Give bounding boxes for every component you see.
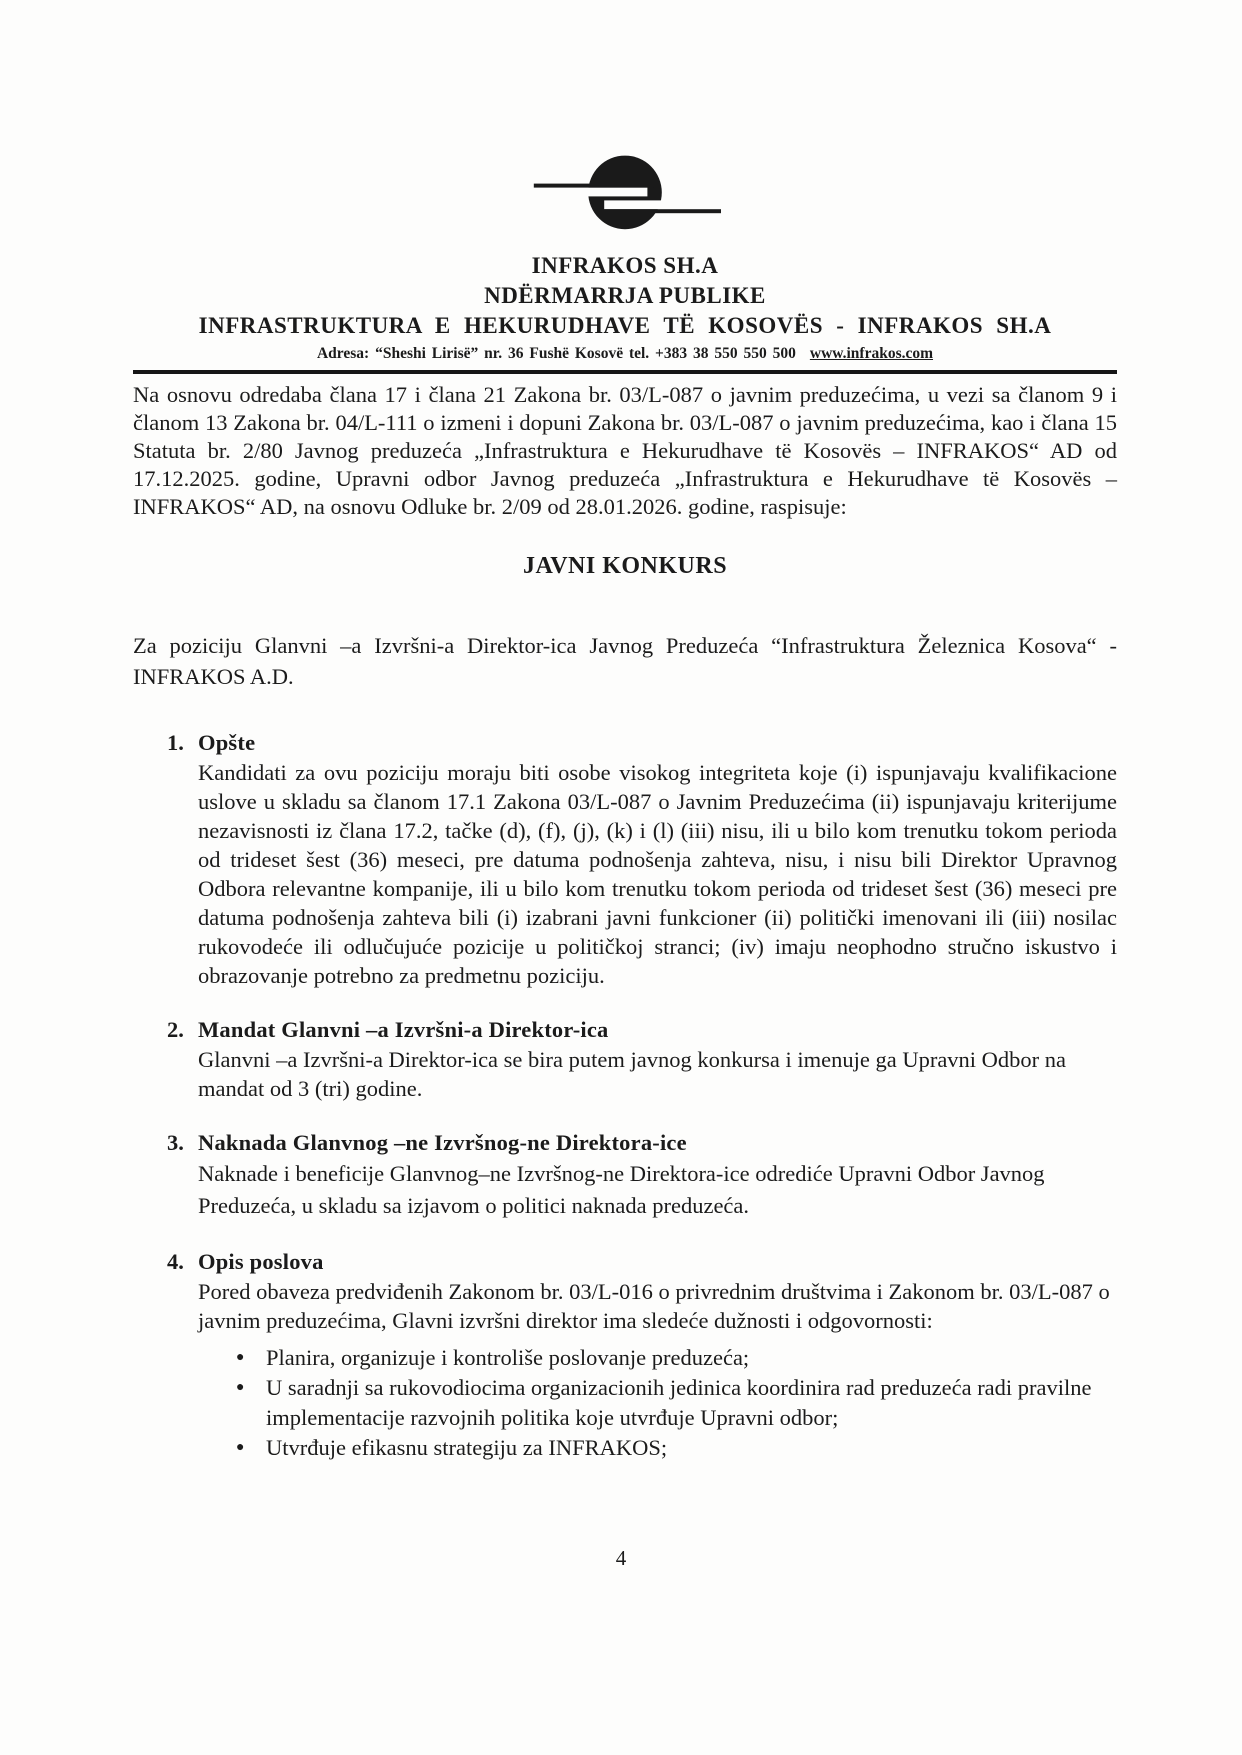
sections-list: [133, 730, 1117, 1463]
section-opis-poslova: [167, 1249, 1117, 1463]
section-body: Kandidati za ovu poziciju moraju biti osobe visokog integriteta koje (i) ispunjavaju kvalifikacione uslove u skladu sa članom 17.1 Zakona 03/L-087 o Javnim Preduzećima (ii) ispunjavaju kriterijume nezavisnosti iz člana 17.2, tačke (d), (f), (j), (k) i (l) (iii) nisu, ili u bilo kom trenutku tokom perioda od trideset šest (36) meseci, pre datuma podnošenja zahteva, nisu, i nisu bili Direktor Upravnog Odbora relevantne kompanije, ili u bilo kom trenutku tokom perioda od trideset šest (36) meseci pre datuma podnošenja zahteva bili (i) izabrani javni funkcioner (ii) politički imenovani ili (iii) nosilac rukovodeće ili odlučujuće pozicije u političkoj stranci; (iv) imaju neophodno stručno iskustvo i obrazovanje potrebno za predmetnu poziciju.: [198, 760, 1117, 988]
address-text: Adresa: “Sheshi Lirisë” nr. 36 Fushë Kosovë tel. +383 38 550 550 500: [316, 345, 796, 362]
section-opste: [167, 730, 1117, 990]
section-body: Pored obaveza predviđenih Zakonom br. 03/L-016 o privrednim društvima i Zakonom br. 03/L-087 o javnim preduzećima, Glavni izvršni direktor ima sledeće dužnosti i odgovornosti:: [198, 1279, 1110, 1333]
bullet-dot-icon: ●: [236, 1440, 245, 1455]
company-name: INFRAKOS SH.A: [531, 253, 719, 278]
bullet-text: Utvrđuje efikasnu strategiju za INFRAKOS;: [266, 1435, 668, 1460]
bullet-dot-icon: ●: [236, 1350, 245, 1365]
org-full-name: INFRASTRUKTURA E HEKURUDHAVE TË KOSOVËS - INFRAKOS SH.A: [198, 313, 1052, 338]
section-mandat: [167, 1017, 1117, 1103]
header-divider: [133, 370, 1117, 374]
bullet-item: [198, 1343, 1117, 1373]
section-number: 3.: [167, 1130, 184, 1155]
section-heading: Mandat Glanvni –a Izvršni-a Direktor-ica: [198, 1017, 609, 1042]
section-naknada: [167, 1130, 1117, 1222]
website-link: www.infrakos.com: [809, 345, 934, 362]
section-content: [198, 1249, 1117, 1463]
bullet-text: U saradnji sa rukovodiocima organizacionih jedinica koordinira rad preduzeća radi pravilne implementacije razvojnih politika koje utvrđuje Upravni odbor;: [266, 1375, 1092, 1430]
section-heading: Opšte: [198, 730, 256, 755]
section-body: Glanvni –a Izvršni-a Direktor-ica se bira putem javnog konkursa i imenuje ga Upravni Odbor na mandat od 3 (tri) godine.: [198, 1047, 1067, 1101]
bullet-text: Planira, organizuje i kontroliše poslovanje preduzeća;: [266, 1345, 750, 1370]
section-content: [198, 1130, 1117, 1222]
section-number: 2.: [167, 1017, 184, 1042]
bullet-item: [198, 1433, 1117, 1463]
section-content: [198, 1017, 1117, 1103]
document-title: JAVNI KONKURS: [522, 553, 728, 579]
section-number: 1.: [167, 730, 184, 755]
duties-bullet-list: [198, 1343, 1117, 1463]
section-heading: Naknada Glanvnog –ne Izvršnog-ne Direktora-ice: [198, 1130, 687, 1155]
position-paragraph: Za poziciju Glanvni –a Izvršni-a Direktor-ica Javnog Preduzeća “Infrastruktura Železnica Kosova“ - INFRAKOS A.D.: [133, 633, 1117, 689]
section-number: 4.: [167, 1249, 184, 1274]
page-number: 4: [615, 1546, 627, 1570]
address-line: [133, 345, 1117, 363]
bullet-item: [198, 1373, 1117, 1433]
section-heading: Opis poslova: [198, 1249, 324, 1274]
section-body: Naknade i beneficije Glanvnog–ne Izvršnog-ne Direktora-ice odrediće Upravni Odbor Javnog Preduzeća, u skladu sa izjavom o politici naknada preduzeća.: [198, 1161, 1045, 1218]
org-type: NDËRMARRJA PUBLIKE: [484, 283, 766, 308]
infrakos-railway-logo-icon: [505, 229, 745, 246]
intro-paragraph: Na osnovu odredaba člana 17 i člana 21 Zakona br. 03/L-087 o javnim preduzećima, u vezi sa članom 9 i članom 13 Zakona br. 04/L-111 o izmeni i dopuni Zakona br. 03/L-087 o javnim preduzećima, kao i člana 15 Statuta br. 2/80 Javnog preduzeća „Infrastruktura e Hekurudhave të Kosovës – INFRAKOS“ AD od 17.12.2025. godine, Upravni odbor Javnog preduzeća „Infrastruktura e Hekurudhave të Kosovës – INFRAKOS“ AD, na osnovu Odluke br. 2/09 od 28.01.2026. godine, raspisuje:: [133, 382, 1117, 519]
bullet-dot-icon: ●: [236, 1380, 245, 1395]
logo-container: [133, 146, 1117, 247]
section-content: [198, 730, 1117, 990]
